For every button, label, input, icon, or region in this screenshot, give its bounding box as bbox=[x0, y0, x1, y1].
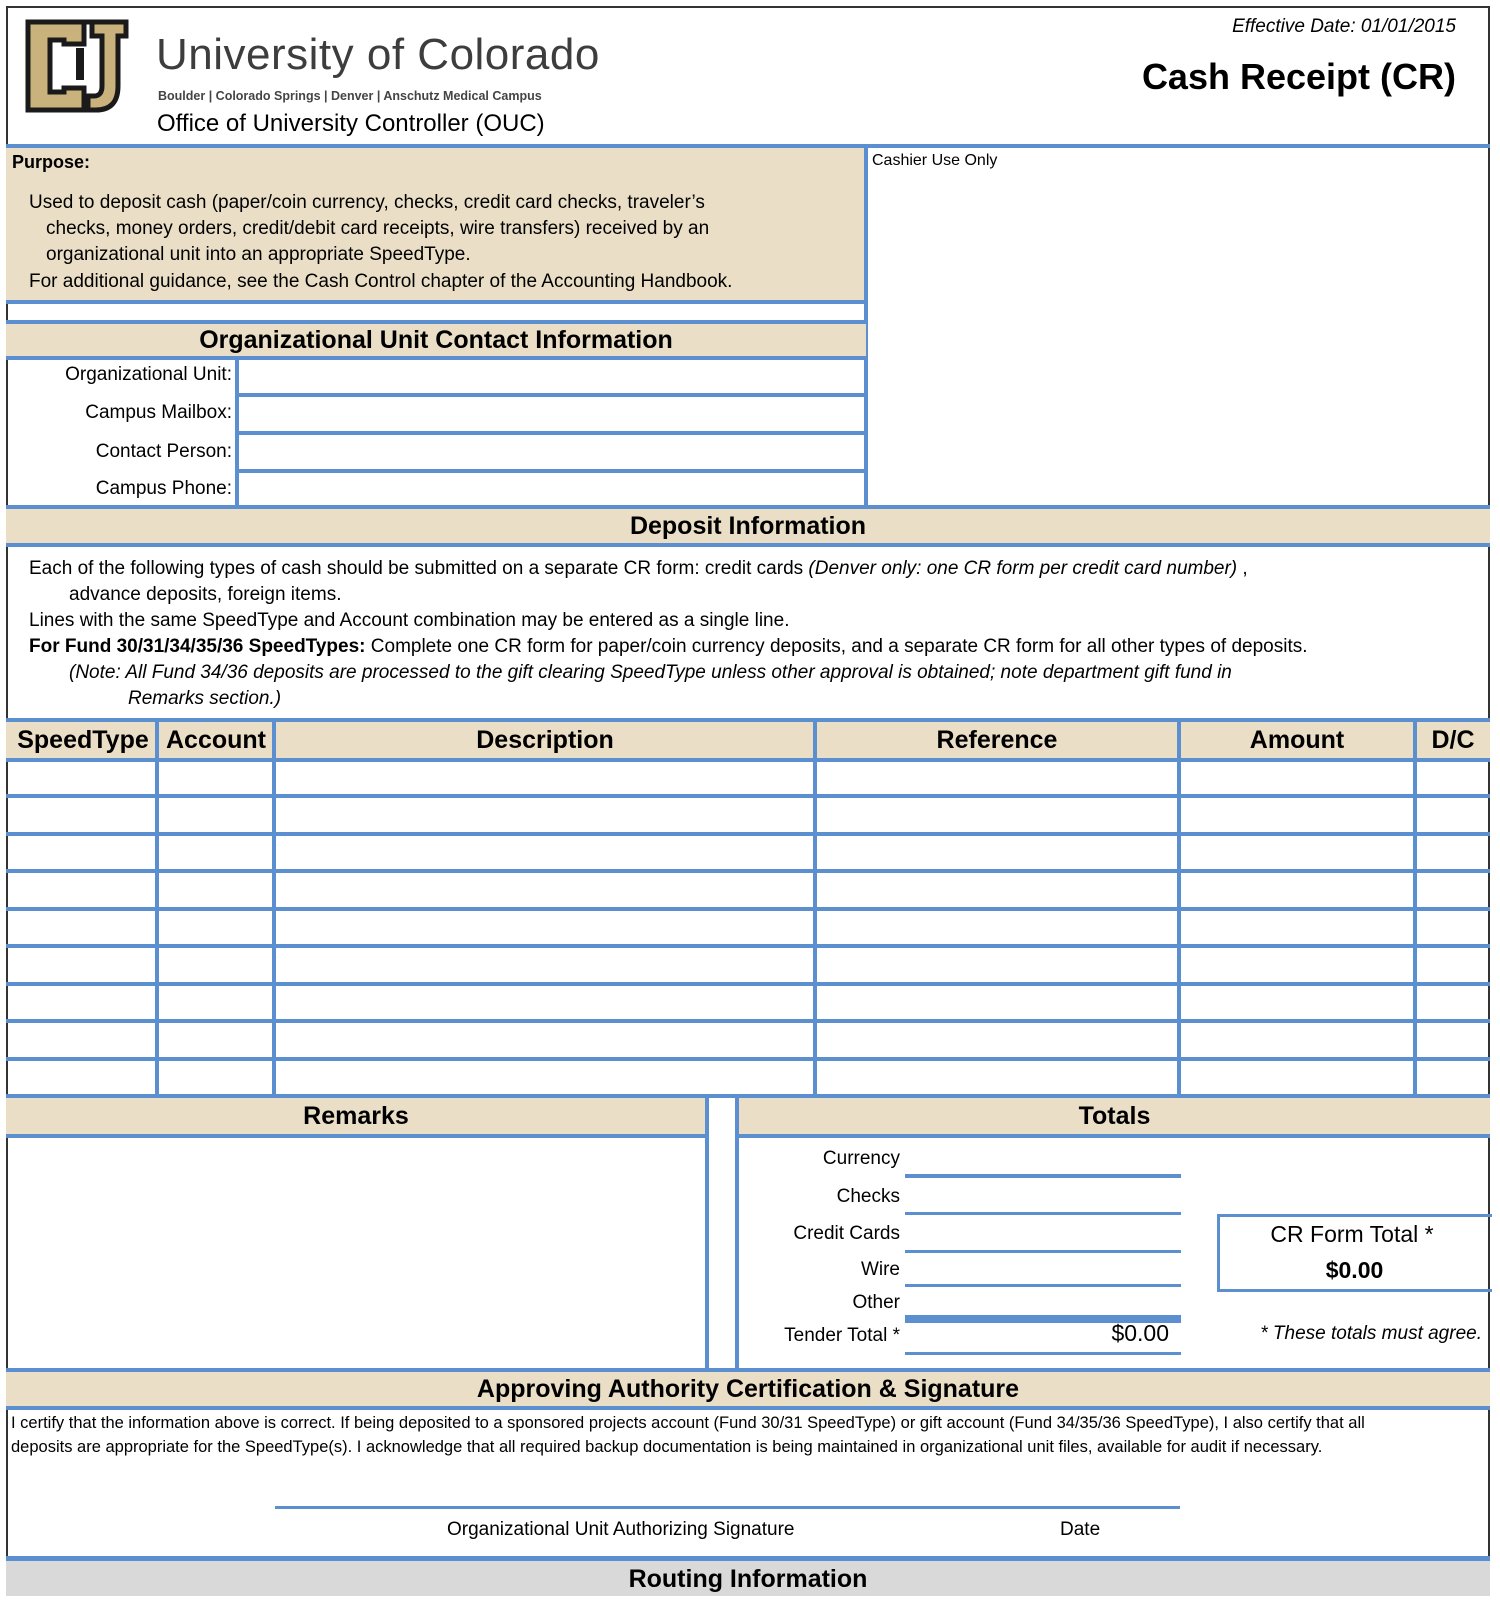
purpose-bottom-line bbox=[6, 300, 866, 304]
campus-phone-label: Campus Phone: bbox=[95, 478, 232, 499]
campus-mailbox-label: Campus Mailbox: bbox=[85, 402, 232, 423]
university-name: University of Colorado bbox=[156, 30, 600, 79]
cr-form-total-value: $0.00 bbox=[1325, 1257, 1384, 1283]
col-reference-header: Reference bbox=[936, 726, 1058, 754]
deposit-instruction-2: Lines with the same SpeedType and Account combination may be entered as a single line. bbox=[29, 610, 790, 631]
signature-field[interactable] bbox=[275, 1470, 1180, 1504]
totals-left-line bbox=[735, 1098, 739, 1368]
form-title: Cash Receipt (CR) bbox=[1141, 56, 1456, 97]
wire-field[interactable] bbox=[905, 1253, 1181, 1283]
deposit-instruction-3 bbox=[29, 636, 1308, 658]
deposit-table-body[interactable] bbox=[6, 762, 1490, 1094]
currency-line bbox=[905, 1174, 1181, 1178]
tender-total-line bbox=[905, 1352, 1181, 1355]
purpose-line-4: For additional guidance, see the Cash Control chapter of the Accounting Handbook. bbox=[29, 271, 733, 292]
campus-phone-field[interactable] bbox=[240, 473, 864, 503]
cu-logo bbox=[22, 14, 132, 118]
deposit-instruction-1 bbox=[29, 558, 1248, 580]
remarks-right-line bbox=[705, 1098, 709, 1368]
deposit-instruction-1c: , bbox=[1237, 558, 1248, 579]
col-amount-header: Amount bbox=[1249, 726, 1345, 754]
date-label: Date bbox=[1060, 1519, 1101, 1540]
other-field[interactable] bbox=[905, 1288, 1181, 1314]
totals-header-line bbox=[739, 1134, 1490, 1138]
tender-total-label: Tender Total * bbox=[784, 1325, 900, 1346]
currency-label: Currency bbox=[822, 1148, 900, 1169]
deposit-note-1: (Note: All Fund 34/36 deposits are processed to the gift clearing SpeedType unless other approval is obtained; note department gift fund in bbox=[69, 662, 1232, 683]
routing-section-title: Routing Information bbox=[628, 1565, 868, 1593]
campus-mailbox-field[interactable] bbox=[240, 397, 864, 429]
col-account-header: Account bbox=[166, 726, 266, 754]
office-name: Office of University Controller (OUC) bbox=[157, 110, 545, 137]
deposit-header-line bbox=[6, 543, 1490, 547]
contact-person-label: Contact Person: bbox=[95, 441, 232, 462]
contact-person-field[interactable] bbox=[240, 435, 864, 467]
approval-section-title: Approving Authority Certification & Signature bbox=[476, 1375, 1020, 1403]
purpose-line-1: Used to deposit cash (paper/coin currency, checks, credit card checks, traveler’s bbox=[29, 192, 705, 213]
checks-label: Checks bbox=[836, 1186, 900, 1207]
other-label: Other bbox=[852, 1292, 900, 1313]
org-unit-label: Organizational Unit: bbox=[65, 364, 232, 385]
wire-label: Wire bbox=[860, 1259, 900, 1280]
checks-field[interactable] bbox=[905, 1180, 1181, 1210]
col-dc-header: D/C bbox=[1431, 726, 1475, 754]
remarks-header-line bbox=[6, 1134, 706, 1138]
campus-list: Boulder | Colorado Springs | Denver | Anschutz Medical Campus bbox=[158, 89, 542, 103]
totals-agree-note: * These totals must agree. bbox=[1260, 1323, 1482, 1344]
deposit-instruction-3a: For Fund 30/31/34/35/36 SpeedTypes: bbox=[29, 636, 366, 657]
deposit-section-title: Deposit Information bbox=[629, 512, 867, 540]
purpose-line-2: checks, money orders, credit/debit card receipts, wire transfers) received by an bbox=[46, 218, 710, 239]
approval-text-1: I certify that the information above is correct. If being deposited to a sponsored projects account (Fund 30/31 SpeedType) or gift account (Fund 34/35/36 SpeedType), I also certify that all bbox=[11, 1414, 1365, 1432]
signature-line bbox=[275, 1506, 1180, 1509]
remarks-section-title: Remarks bbox=[303, 1102, 409, 1130]
approval-header-line bbox=[6, 1406, 1490, 1410]
purpose-heading: Purpose: bbox=[12, 152, 91, 172]
org-unit-field[interactable] bbox=[240, 360, 864, 392]
deposit-note-2: Remarks section.) bbox=[128, 688, 282, 709]
checks-line bbox=[905, 1212, 1181, 1215]
col-description-header: Description bbox=[476, 726, 614, 754]
contact-section-title: Organizational Unit Contact Information bbox=[199, 326, 673, 354]
wire-line bbox=[905, 1284, 1181, 1287]
cr-form-total-label: CR Form Total * bbox=[1270, 1221, 1434, 1247]
deposit-instruction-1a: Each of the following types of cash should be submitted on a separate CR form: credit cards bbox=[29, 558, 809, 579]
col-speedtype-header: SpeedType bbox=[17, 726, 149, 754]
approval-text-2: deposits are appropriate for the SpeedType(s). I acknowledge that all required backup documentation is being maintained in organizational unit files, available for audit if necessary. bbox=[11, 1438, 1323, 1456]
remarks-field[interactable] bbox=[10, 1140, 700, 1365]
effective-date: Effective Date: 01/01/2015 bbox=[1232, 16, 1456, 37]
deposit-instruction-1-cont: advance deposits, foreign items. bbox=[69, 584, 342, 605]
deposit-instruction-3b: Complete one CR form for paper/coin currency deposits, and a separate CR form for all other types of deposits. bbox=[365, 636, 1308, 657]
cashier-use-label: Cashier Use Only bbox=[872, 152, 998, 169]
tender-total-value: $0.00 bbox=[1111, 1320, 1169, 1346]
credit-cards-field[interactable] bbox=[905, 1217, 1181, 1247]
purpose-line-3: organizational unit into an appropriate SpeedType. bbox=[46, 244, 471, 265]
currency-field[interactable] bbox=[905, 1142, 1181, 1172]
signature-label: Organizational Unit Authorizing Signature bbox=[447, 1519, 795, 1540]
credit-cards-label: Credit Cards bbox=[793, 1223, 900, 1244]
deposit-instruction-1b: (Denver only: one CR form per credit card number) bbox=[808, 558, 1238, 579]
totals-section-title: Totals bbox=[1078, 1102, 1151, 1130]
